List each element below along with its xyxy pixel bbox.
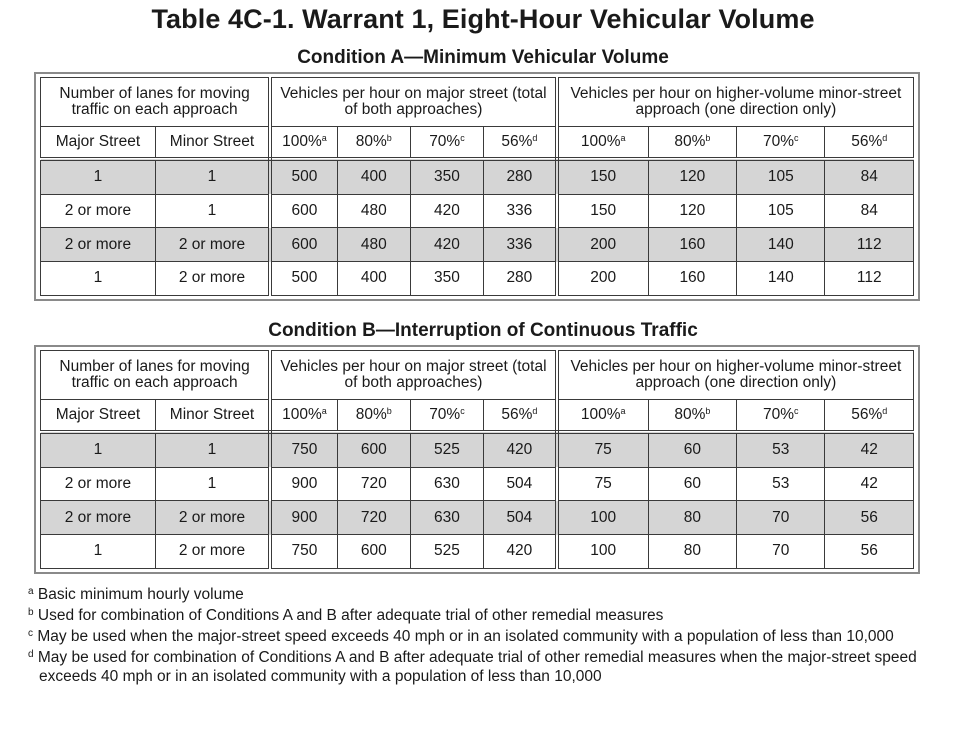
major-volume-cell: 630 xyxy=(410,467,483,501)
percent-label: 100% xyxy=(580,405,621,423)
major-volume-cell: 720 xyxy=(337,467,410,501)
footnote-mark: d xyxy=(28,649,34,660)
minor-volume-cell: 60 xyxy=(648,467,736,501)
subheader-row xyxy=(41,127,914,159)
major-lanes-cell: 2 or more xyxy=(41,501,156,535)
percent-header xyxy=(648,400,736,432)
footnote-mark: c xyxy=(794,405,799,416)
major-volume-cell: 420 xyxy=(484,432,557,467)
minor-volume-cell: 56 xyxy=(825,501,914,535)
footnote-mark: c xyxy=(28,628,33,639)
footnote-c xyxy=(28,627,928,646)
minor-volume-cell: 84 xyxy=(825,159,914,194)
percent-header xyxy=(737,400,825,432)
major-volume-cell: 720 xyxy=(337,501,410,535)
condition-b-table xyxy=(40,350,914,569)
footnote-mark: d xyxy=(882,405,888,416)
percent-header xyxy=(337,127,410,159)
footnote-a xyxy=(28,585,928,604)
minor-lanes-cell: 2 or more xyxy=(155,501,270,535)
condition-a-table-frame xyxy=(34,72,920,301)
minor-volume-cell: 80 xyxy=(648,535,736,569)
table-row xyxy=(41,262,914,296)
major-volume-cell: 900 xyxy=(270,501,337,535)
minor-street-volume-header: Vehicles per hour on higher-volume minor-street approach (one direction only) xyxy=(557,78,914,127)
minor-volume-cell: 70 xyxy=(737,501,825,535)
percent-header xyxy=(484,127,557,159)
table-row xyxy=(41,467,914,501)
percent-header xyxy=(484,400,557,432)
major-volume-cell: 420 xyxy=(484,535,557,569)
percent-header xyxy=(410,127,483,159)
percent-label: 80% xyxy=(674,405,706,423)
minor-lanes-cell: 1 xyxy=(155,194,270,228)
major-volume-cell: 280 xyxy=(484,262,557,296)
major-volume-cell: 350 xyxy=(410,262,483,296)
page-title: Table 4C-1. Warrant 1, Eight-Hour Vehicular Volume xyxy=(151,4,815,34)
major-volume-cell: 525 xyxy=(410,432,483,467)
major-volume-cell: 600 xyxy=(270,228,337,262)
table-row xyxy=(41,535,914,569)
minor-volume-cell: 75 xyxy=(557,467,648,501)
condition-a-title: Condition A—Minimum Vehicular Volume xyxy=(297,47,669,68)
footnote-mark: a xyxy=(620,132,626,143)
minor-volume-cell: 112 xyxy=(825,228,914,262)
major-lanes-cell: 1 xyxy=(41,262,156,296)
minor-volume-cell: 150 xyxy=(557,159,648,194)
percent-header xyxy=(270,400,337,432)
percent-label: 70% xyxy=(429,132,461,150)
footnote-mark: a xyxy=(321,405,327,416)
major-volume-cell: 336 xyxy=(484,228,557,262)
footnote-mark: c xyxy=(460,132,465,143)
minor-volume-cell: 80 xyxy=(648,501,736,535)
percent-header xyxy=(648,127,736,159)
percent-header xyxy=(337,400,410,432)
major-volume-cell: 750 xyxy=(270,432,337,467)
major-street-header: Major Street xyxy=(41,127,156,159)
minor-volume-cell: 112 xyxy=(825,262,914,296)
table-row xyxy=(41,432,914,467)
minor-volume-cell: 84 xyxy=(825,194,914,228)
major-volume-cell: 400 xyxy=(337,159,410,194)
table-row xyxy=(41,194,914,228)
minor-volume-cell: 160 xyxy=(648,228,736,262)
footnote-mark: a xyxy=(321,132,327,143)
footnote-mark: a xyxy=(620,405,626,416)
footnote-mark: b xyxy=(386,405,392,416)
percent-header xyxy=(737,127,825,159)
major-lanes-cell: 1 xyxy=(41,159,156,194)
condition-b-title: Condition B—Interruption of Continuous Traffic xyxy=(268,320,698,341)
table-row xyxy=(41,501,914,535)
minor-volume-cell: 140 xyxy=(737,228,825,262)
header-row xyxy=(41,78,914,127)
major-volume-cell: 600 xyxy=(337,432,410,467)
table-row xyxy=(41,159,914,194)
major-volume-cell: 525 xyxy=(410,535,483,569)
major-volume-cell: 336 xyxy=(484,194,557,228)
major-street-volume-header: Vehicles per hour on major street (total of both approaches) xyxy=(270,78,557,127)
lanes-header: Number of lanes for moving traffic on each approach xyxy=(41,78,271,127)
subheader-row xyxy=(41,400,914,432)
minor-street-header: Minor Street xyxy=(155,127,270,159)
major-volume-cell: 280 xyxy=(484,159,557,194)
percent-label: 56% xyxy=(501,132,533,150)
major-lanes-cell: 1 xyxy=(41,535,156,569)
footnote-mark: c xyxy=(460,405,465,416)
minor-lanes-cell: 2 or more xyxy=(155,535,270,569)
percent-label: 70% xyxy=(763,405,795,423)
percent-header xyxy=(825,127,914,159)
major-volume-cell: 420 xyxy=(410,228,483,262)
major-volume-cell: 500 xyxy=(270,262,337,296)
percent-header xyxy=(557,127,648,159)
minor-volume-cell: 53 xyxy=(737,432,825,467)
percent-label: 56% xyxy=(501,405,533,423)
percent-label: 56% xyxy=(851,132,883,150)
footnote-mark: b xyxy=(28,607,34,618)
footnote-mark: d xyxy=(532,405,538,416)
major-volume-cell: 350 xyxy=(410,159,483,194)
major-lanes-cell: 2 or more xyxy=(41,228,156,262)
major-volume-cell: 600 xyxy=(337,535,410,569)
lanes-header: Number of lanes for moving traffic on each approach xyxy=(41,351,271,400)
major-volume-cell: 480 xyxy=(337,194,410,228)
minor-volume-cell: 120 xyxy=(648,159,736,194)
minor-volume-cell: 140 xyxy=(737,262,825,296)
footnote-mark: b xyxy=(705,405,711,416)
table-row xyxy=(41,228,914,262)
footnote-mark: c xyxy=(794,132,799,143)
footnote-text: May be used for combination of Conditions A and B after adequate trial of other remedial measures when the major-street speed exceeds 40 mph or in an isolated community with a population of less than 10,000 xyxy=(37,649,917,685)
minor-lanes-cell: 2 or more xyxy=(155,228,270,262)
major-lanes-cell: 2 or more xyxy=(41,467,156,501)
footnote-d xyxy=(28,648,928,686)
footnote-mark: d xyxy=(882,132,888,143)
minor-volume-cell: 105 xyxy=(737,194,825,228)
major-lanes-cell: 2 or more xyxy=(41,194,156,228)
minor-volume-cell: 56 xyxy=(825,535,914,569)
condition-b-table-frame xyxy=(34,345,920,574)
percent-header xyxy=(825,400,914,432)
percent-label: 80% xyxy=(355,132,387,150)
minor-lanes-cell: 1 xyxy=(155,467,270,501)
major-volume-cell: 900 xyxy=(270,467,337,501)
percent-label: 70% xyxy=(429,405,461,423)
percent-label: 56% xyxy=(851,405,883,423)
minor-volume-cell: 75 xyxy=(557,432,648,467)
footnote-b xyxy=(28,606,928,625)
minor-volume-cell: 200 xyxy=(557,228,648,262)
percent-header xyxy=(410,400,483,432)
major-street-header: Major Street xyxy=(41,400,156,432)
minor-volume-cell: 42 xyxy=(825,467,914,501)
minor-volume-cell: 105 xyxy=(737,159,825,194)
major-volume-cell: 504 xyxy=(484,501,557,535)
minor-lanes-cell: 1 xyxy=(155,159,270,194)
minor-street-header: Minor Street xyxy=(155,400,270,432)
footnote-mark: b xyxy=(386,132,392,143)
footnote-text: May be used when the major-street speed exceeds 40 mph or in an isolated community with a population of less than 10,000 xyxy=(37,628,894,645)
minor-volume-cell: 60 xyxy=(648,432,736,467)
minor-lanes-cell: 1 xyxy=(155,432,270,467)
minor-volume-cell: 100 xyxy=(557,535,648,569)
major-volume-cell: 630 xyxy=(410,501,483,535)
minor-volume-cell: 53 xyxy=(737,467,825,501)
percent-header xyxy=(557,400,648,432)
major-volume-cell: 400 xyxy=(337,262,410,296)
major-volume-cell: 504 xyxy=(484,467,557,501)
footnotes xyxy=(28,585,928,688)
minor-volume-cell: 42 xyxy=(825,432,914,467)
footnote-text: Used for combination of Conditions A and B after adequate trial of other remedial measures xyxy=(37,607,664,624)
major-volume-cell: 500 xyxy=(270,159,337,194)
minor-volume-cell: 70 xyxy=(737,535,825,569)
major-volume-cell: 750 xyxy=(270,535,337,569)
percent-label: 100% xyxy=(580,132,621,150)
percent-label: 70% xyxy=(763,132,795,150)
percent-label: 80% xyxy=(355,405,387,423)
footnote-mark: d xyxy=(532,132,538,143)
percent-label: 80% xyxy=(674,132,706,150)
major-volume-cell: 480 xyxy=(337,228,410,262)
minor-volume-cell: 100 xyxy=(557,501,648,535)
minor-volume-cell: 160 xyxy=(648,262,736,296)
footnote-mark: a xyxy=(28,586,34,597)
condition-a-table xyxy=(40,77,914,296)
minor-volume-cell: 150 xyxy=(557,194,648,228)
percent-label: 100% xyxy=(282,405,322,423)
minor-street-volume-header: Vehicles per hour on higher-volume minor-street approach (one direction only) xyxy=(557,351,914,400)
minor-lanes-cell: 2 or more xyxy=(155,262,270,296)
major-volume-cell: 600 xyxy=(270,194,337,228)
header-row xyxy=(41,351,914,400)
major-lanes-cell: 1 xyxy=(41,432,156,467)
major-street-volume-header: Vehicles per hour on major street (total of both approaches) xyxy=(270,351,557,400)
footnote-text: Basic minimum hourly volume xyxy=(37,586,244,603)
major-volume-cell: 420 xyxy=(410,194,483,228)
percent-label: 100% xyxy=(282,132,322,150)
percent-header xyxy=(270,127,337,159)
minor-volume-cell: 200 xyxy=(557,262,648,296)
minor-volume-cell: 120 xyxy=(648,194,736,228)
footnote-mark: b xyxy=(705,132,711,143)
